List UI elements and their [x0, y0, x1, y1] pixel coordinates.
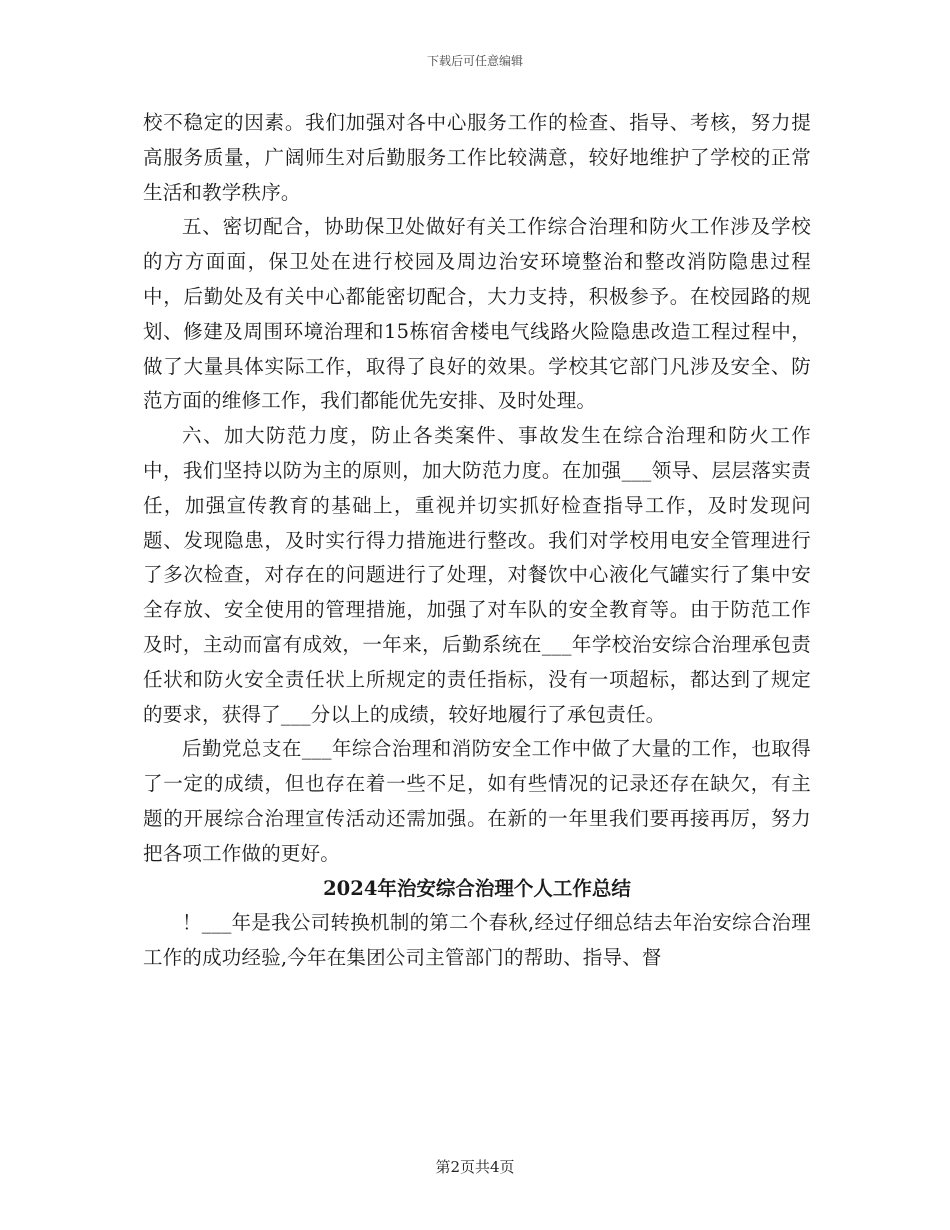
paragraph-summary: 后勤党总支在___年综合治理和消防安全工作中做了大量的工作，也取得了一定的成绩，但也存在着一些不足，如有些情况的记录还存在缺欠，有主题的开展综合治理宣传活动还需加强。在新的一年里我们要再接再厉，努力把各项工作做的更好。 — [143, 737, 811, 865]
paragraph-intro: ！___年是我公司转换机制的第二个春秋,经过仔细总结去年治安综合治理工作的成功经验,今年在集团公司主管部门的帮助、指导、督 — [143, 911, 811, 970]
document-body — [143, 106, 811, 976]
paragraph-section-five: 五、密切配合，协助保卫处做好有关工作综合治理和防火工作涉及学校的方方面面，保卫处在进行校园及周边治安环境整治和整改消防隐患过程中，后勤处及有关中心都能密切配合，大力支持，积极参予。在校园路的规划、修建及周围环境治理和15栋宿舍楼电气线路火险隐患改造工程过程中，做了大量具体实际工作，取得了良好的效果。学校其它部门凡涉及安全、防范方面的维修工作，我们都能优先安排、及时处理。 — [143, 215, 811, 413]
section-title: 2024年治安综合治理个人工作总结 — [323, 876, 631, 900]
paragraph-section-six: 六、加大防范力度，防止各类案件、事故发生在综合治理和防火工作中，我们坚持以防为主的原则，加大防范力度。在加强___领导、层层落实责任，加强宣传教育的基础上，重视并切实抓好检查指导工作，及时发现问题、发现隐患，及时实行得力措施进行整改。我们对学校用电安全管理进行了多次检查，对存在的问题进行了处理，对餐饮中心液化气罐实行了集中安全存放、安全使用的管理措施，加强了对车队的安全教育等。由于防范工作及时，主动而富有成效，一年来，后勤系统在___年学校治安综合治理承包责任状和防火安全责任状上所规定的责任指标，没有一项超标，都达到了规定的要求，获得了___分以上的成绩，较好地履行了承包责任。 — [143, 424, 811, 726]
page-number: 第2页共4页 — [435, 1158, 515, 1176]
paragraph-continuation: 校不稳定的因素。我们加强对各中心服务工作的检查、指导、考核，努力提高服务质量，广阔师生对后勤服务工作比较满意，较好地维护了学校的正常生活和教学秩序。 — [143, 111, 811, 204]
page-header: 下载后可任意编辑 — [426, 54, 523, 68]
